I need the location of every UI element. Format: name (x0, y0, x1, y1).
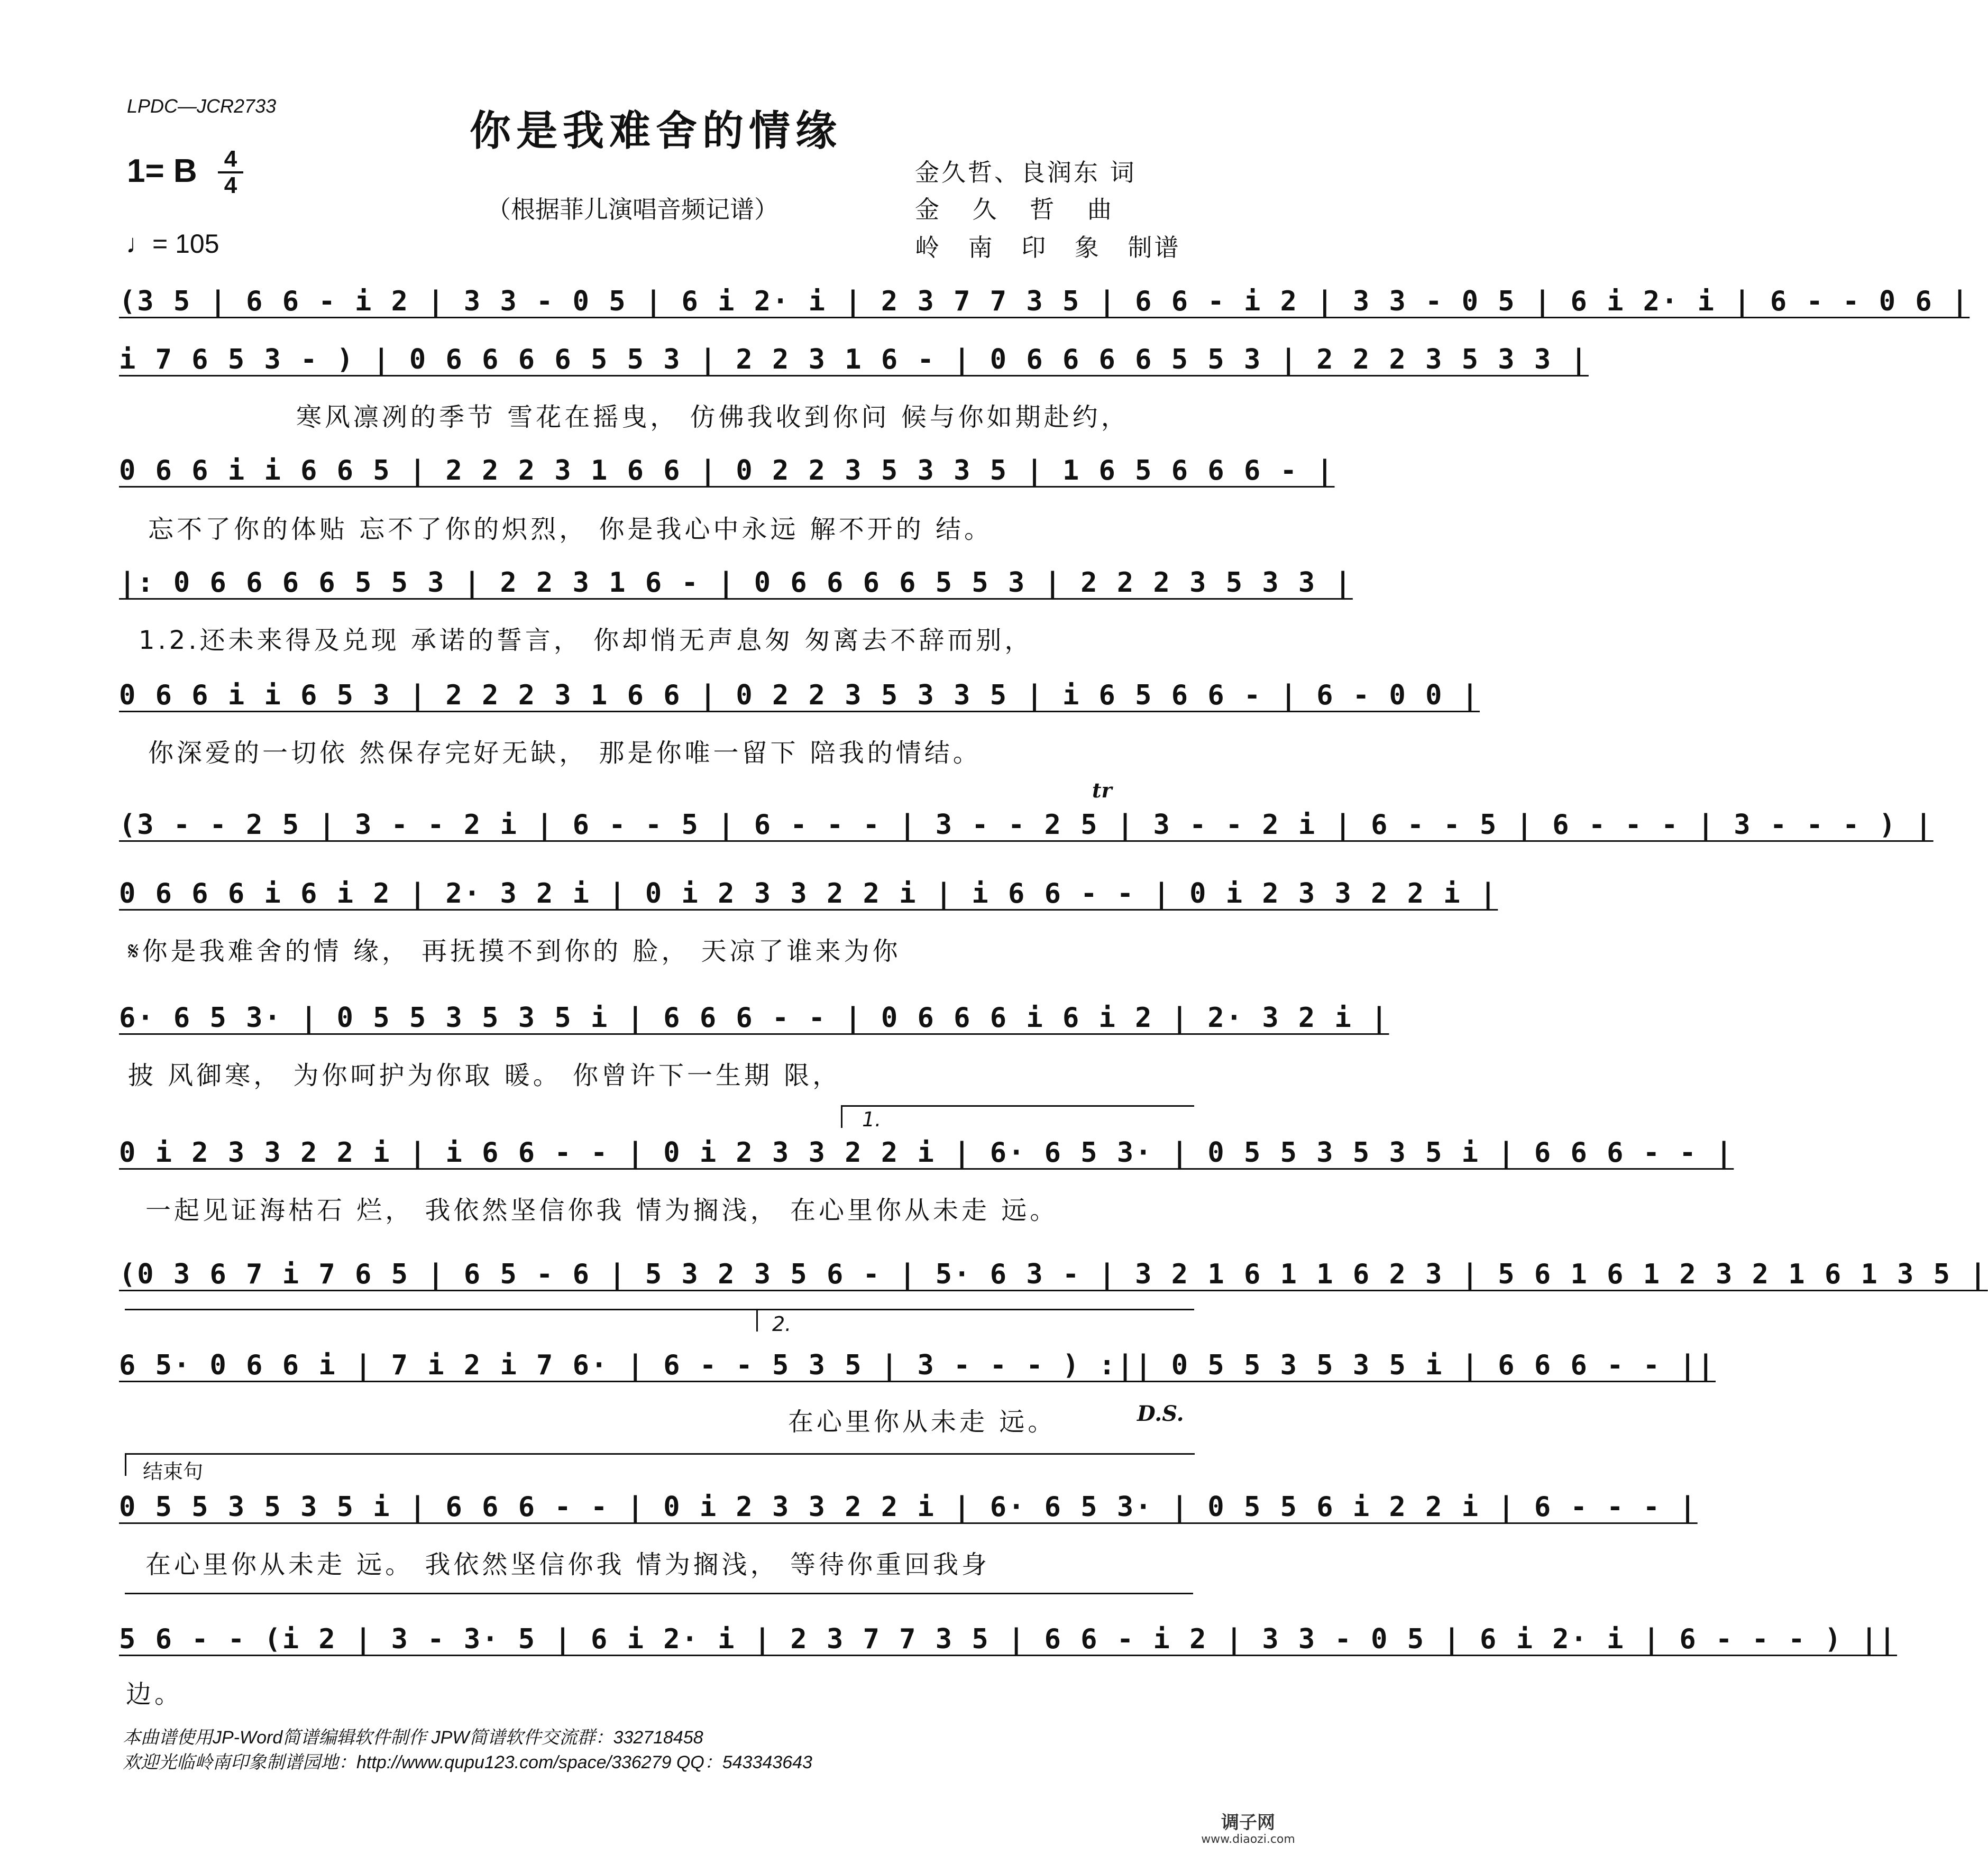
staff-line-6-music: (3 - - 2 5 | 3 - - 2 i | 6 - - 5 | 6 - - - | 3 - - 2 5 | 3 - - 2 i | 6 - - 5 | 6 - - - | 3 - - - ) | (119, 809, 1934, 841)
staff-line-7-lyrics: 𝄋你是我难舍的情 缘， 再抚摸不到你的 脸， 天凉了谁来为你 (128, 936, 901, 966)
ending-phrase-bracket (125, 1453, 1195, 1476)
tempo-marking: ♩= 105 (126, 229, 219, 259)
outro-bracket (125, 1593, 1193, 1594)
transcription-note: （根据菲儿演唱音频记谱） (487, 195, 778, 224)
staff-line-12-music: 0 5 5 3 5 3 5 i | 6 6 6 - - | 0 i 2 3 3 2 2 i | 6· 6 5 3· | 0 5 5 6 i 2 2 i | 6 - - - | (119, 1491, 1698, 1523)
time-signature (218, 147, 243, 198)
watermark-badge (1195, 1813, 1301, 1850)
first-ending-bracket (841, 1105, 1194, 1128)
staff-line-9-lyrics: 一起见证海枯石 烂， 我依然坚信你我 情为搁浅， 在心里你从未走 远。 (145, 1196, 1059, 1225)
time-signature-top: 4 (218, 147, 243, 173)
song-title: 你是我难舍的情缘 (469, 107, 842, 155)
staff-line-2-lyrics: 寒风凛冽的季节 雪花在摇曳， 仿佛我收到你问 候与你如期赴约， (296, 402, 1130, 432)
staff-line-11-lyrics: 在心里你从未走 远。 (788, 1407, 1057, 1437)
watermark-name: 调子网 (1221, 1812, 1275, 1833)
arranger-credit: 岭 南 印 象 制谱 (915, 233, 1181, 262)
key-signature: 1= B (127, 153, 197, 189)
second-ending-bracket (756, 1309, 1194, 1331)
staff-line-3-lyrics: 忘不了你的体贴 忘不了你的炽烈， 你是我心中永远 解不开的 结。 (148, 515, 993, 544)
interlude-bracket (125, 1309, 759, 1310)
staff-line-7-music: 0 6 6 6 i 6 i 2 | 2· 3 2 i | 0 i 2 3 3 2 2 i | i 6 6 - - | 0 i 2 3 3 2 2 i | (119, 878, 1498, 910)
staff-line-12-lyrics: 在心里你从未走 远。 我依然坚信你我 情为搁浅， 等待你重回我身 (145, 1550, 991, 1579)
trill-mark: tr (1092, 778, 1112, 802)
staff-line-9-music: 0 i 2 3 3 2 2 i | i 6 6 - - | 0 i 2 3 3 2 2 i | 6· 6 5 3· | 0 5 5 3 5 3 5 i | 6 6 6 - - | (119, 1137, 1734, 1169)
staff-line-13-lyrics: 边。 (126, 1679, 184, 1709)
ending-phrase-label: 结束句 (143, 1460, 204, 1483)
staff-line-5-lyrics: 你深爱的一切依 然保存完好无缺， 那是你唯一留下 陪我的情结。 (148, 738, 982, 768)
staff-line-8-lyrics: 披 风御寒， 为你呵护为你取 暖。 你曾许下一生期 限， (128, 1061, 841, 1090)
staff-line-10-music: (0 3 6 7 i 7 6 5 | 6 5 - 6 | 5 3 2 3 5 6 - | 5· 6 3 - | 3 2 1 6 1 1 6 2 3 | 5 6 1 6 1 2 3 2 1 6 1 3 5 | (119, 1259, 1988, 1290)
first-ending-label: 1. (862, 1108, 882, 1131)
lyricist-credit: 金久哲、良润东 词 (915, 158, 1137, 187)
staff-line-5-music: 0 6 6 i i 6 5 3 | 2 2 2 3 1 6 6 | 0 2 2 3 5 3 3 5 | i 6 5 6 6 - | 6 - 0 0 | (119, 679, 1480, 711)
composer-credit: 金 久 哲 曲 (915, 195, 1114, 224)
staff-line-4-music: |: 0 6 6 6 6 5 5 3 | 2 2 3 1 6 - | 0 6 6 6 6 5 5 3 | 2 2 2 3 5 3 3 | (119, 567, 1353, 599)
staff-line-8-music: 6· 6 5 3· | 0 5 5 3 5 3 5 i | 6 6 6 - - | 0 6 6 6 i 6 i 2 | 2· 3 2 i | (119, 1002, 1389, 1034)
staff-line-2-music: i 7 6 5 3 - ) | 0 6 6 6 6 5 5 3 | 2 2 3 1 6 - | 0 6 6 6 6 5 5 3 | 2 2 2 3 5 3 3 | (119, 344, 1589, 375)
staff-line-4-lyrics: 1.2.还未来得及兑现 承诺的誓言， 你却悄无声息匆 匆离去不辞而别， (139, 626, 1033, 655)
staff-line-11-music: 6 5· 0 6 6 i | 7 i 2 i 7 6· | 6 - - 5 3 5 | 3 - - - ) :|| 0 5 5 3 5 3 5 i | 6 6 6 - - || (119, 1349, 1716, 1381)
watermark-url: www.diaozi.com (1201, 1833, 1295, 1846)
score-code: LPDC—JCR2733 (127, 95, 277, 117)
staff-line-1-music: (3 5 | 6 6 - i 2 | 3 3 - 0 5 | 6 i 2· i | 2 3 7 7 3 5 | 6 6 - i 2 | 3 3 - 0 5 | 6 i 2· i | 6 - - 0 6 | (119, 286, 1970, 317)
second-ending-label: 2. (772, 1312, 792, 1336)
staff-line-3-music: 0 6 6 i i 6 6 5 | 2 2 2 3 1 6 6 | 0 2 2 3 5 3 3 5 | 1 6 5 6 6 6 - | (119, 455, 1335, 486)
dal-segno-mark: D.S. (1137, 1401, 1184, 1426)
footer-website-note: 欢迎光临岭南印象制谱园地：http://www.qupu123.com/space/336279 QQ：543343643 (123, 1752, 812, 1773)
time-signature-bottom: 4 (224, 172, 237, 198)
staff-line-13-music: 5 6 - - (i 2 | 3 - 3· 5 | 6 i 2· i | 2 3 7 7 3 5 | 6 6 - i 2 | 3 3 - 0 5 | 6 i 2· i | 6 - - - ) || (119, 1623, 1898, 1655)
footer-software-note: 本曲谱使用JP-Word简谱编辑软件制作 JPW简谱软件交流群：332718458 (123, 1728, 703, 1748)
